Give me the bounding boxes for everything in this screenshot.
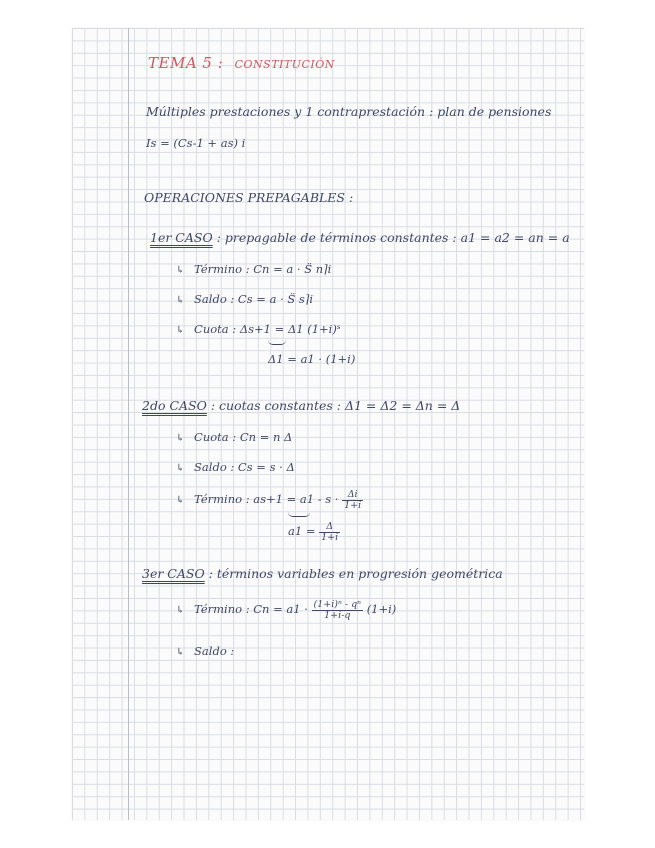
case1-cuota <box>176 324 341 336</box>
case1-label: 1er CASO <box>150 230 213 245</box>
case1-description: : prepagable de términos constantes : a1 = a2 = an = a <box>216 230 570 245</box>
case1-saldo-text: Saldo : Cs = a · S̈ s⌉i <box>194 292 313 306</box>
case1-cuota-text: Cuota : Δs+1 = Δ1 (1+i)ˢ <box>194 322 341 336</box>
intro-line: Múltiples prestaciones y 1 contraprestación : plan de pensiones <box>146 104 552 119</box>
fraction <box>342 490 363 510</box>
case2-termino-sub <box>288 522 340 542</box>
fraction-numerator: Δi <box>342 490 363 501</box>
case1-termino <box>176 264 331 276</box>
notebook-page <box>72 28 584 820</box>
case3-termino-post: (1+i) <box>366 602 397 616</box>
arrow-icon: ↳ <box>176 433 185 444</box>
fraction <box>319 522 340 542</box>
fraction-denominator: 1+i-q <box>324 609 351 621</box>
case2-cuota <box>176 432 292 444</box>
arrow-icon: ↳ <box>176 325 185 336</box>
case3-description: : términos variables en progresión geométrica <box>208 566 503 581</box>
case3-heading <box>142 568 503 581</box>
title-main: TEMA 5 <box>148 54 213 72</box>
section-heading: OPERACIONES PREPAGABLES : <box>144 190 354 205</box>
case2-termino <box>176 490 363 510</box>
arrow-icon: ↳ <box>176 495 185 506</box>
case2-termino-sub-text: a1 = <box>288 524 316 538</box>
underbrace <box>288 512 310 517</box>
case3-termino-text: Término : Cn = a1 · <box>194 602 308 616</box>
arrow-icon: ↳ <box>176 647 185 658</box>
fraction-denominator: 1+i <box>344 499 362 511</box>
underbrace <box>268 340 286 345</box>
case1-heading <box>150 232 570 245</box>
case3-saldo-text: Saldo : <box>194 644 235 658</box>
case3-label: 3er CASO <box>142 566 205 581</box>
page-title <box>148 56 335 71</box>
case3-saldo <box>176 646 234 658</box>
case2-description: : cuotas constantes : Δ1 = Δ2 = Δn = Δ <box>210 398 461 413</box>
fraction-numerator: (1+i)ⁿ - qⁿ <box>313 599 362 610</box>
arrow-icon: ↳ <box>176 463 185 474</box>
case1-termino-text: Término : Cn = a · S̈ n⌉i <box>194 262 332 276</box>
case3-termino <box>176 600 396 620</box>
fraction <box>312 600 364 620</box>
title-separator: : <box>217 54 224 72</box>
case2-termino-text: Término : as+1 = a1 - s · <box>194 492 339 506</box>
case1-saldo <box>176 294 313 306</box>
case2-cuota-text: Cuota : Cn = n Δ <box>194 430 293 444</box>
case2-label: 2do CASO <box>142 398 207 413</box>
fraction-denominator: 1+i <box>321 531 339 543</box>
arrow-icon: ↳ <box>176 295 185 306</box>
intro-formula: Is = (Cs-1 + as) i <box>146 136 246 150</box>
case2-heading <box>142 400 460 413</box>
case1-cuota-sub: Δ1 = a1 · (1+i) <box>268 352 356 366</box>
case2-saldo <box>176 462 295 474</box>
fraction-numerator: Δ <box>319 522 340 533</box>
margin-line <box>128 28 129 820</box>
case2-saldo-text: Saldo : Cs = s · Δ <box>194 460 295 474</box>
arrow-icon: ↳ <box>176 265 185 276</box>
title-subtitle: CONSTITUCIÓN <box>234 58 335 71</box>
arrow-icon: ↳ <box>176 605 185 616</box>
